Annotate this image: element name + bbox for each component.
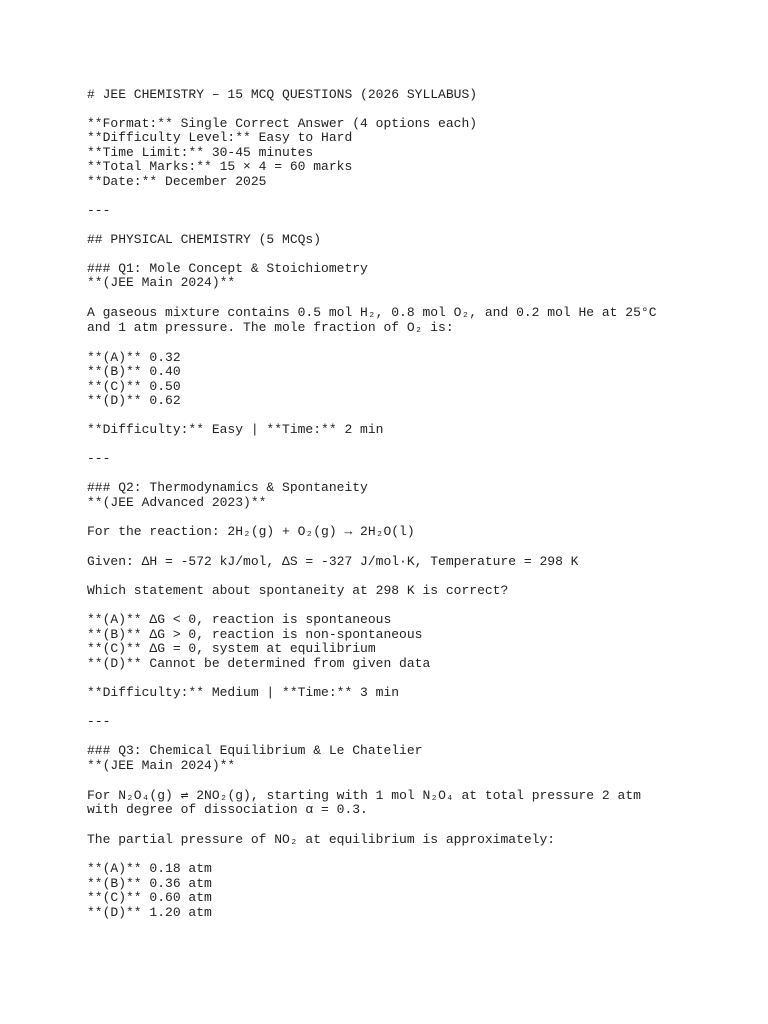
separator: --- <box>87 714 111 729</box>
q3-source: **(JEE Main 2024)** <box>87 758 236 773</box>
q1-source: **(JEE Main 2024)** <box>87 275 236 290</box>
q2-option-b: **(B)** ΔG > 0, reaction is non-spontaneous <box>87 627 423 642</box>
q1-option-d: **(D)** 0.62 <box>87 393 181 408</box>
q2-option-d: **(D)** Cannot be determined from given data <box>87 656 431 671</box>
q2-source: **(JEE Advanced 2023)** <box>87 495 267 510</box>
meta-time-limit: **Time Limit:** 30-45 minutes <box>87 145 314 160</box>
q1-option-c: **(C)** 0.50 <box>87 379 181 394</box>
q2-question: Which statement about spontaneity at 298 K is correct? <box>87 583 509 598</box>
q2-option-a: **(A)** ΔG < 0, reaction is spontaneous <box>87 612 392 627</box>
q1-footer: **Difficulty:** Easy | **Time:** 2 min <box>87 422 384 437</box>
q3-stem-line-2: with degree of dissociation α = 0.3. <box>87 802 368 817</box>
q3-option-b: **(B)** 0.36 atm <box>87 876 212 891</box>
q2-footer: **Difficulty:** Medium | **Time:** 3 min <box>87 685 400 700</box>
q3-heading: ### Q3: Chemical Equilibrium & Le Chatelier <box>87 743 423 758</box>
document-title: # JEE CHEMISTRY – 15 MCQ QUESTIONS (2026 SYLLABUS) <box>87 87 478 102</box>
meta-format: **Format:** Single Correct Answer (4 options each) <box>87 116 478 131</box>
q2-reaction: For the reaction: 2H₂(g) + O₂(g) → 2H₂O(l) <box>87 524 415 539</box>
separator: --- <box>87 203 111 218</box>
q2-option-c: **(C)** ΔG = 0, system at equilibrium <box>87 641 376 656</box>
meta-date: **Date:** December 2025 <box>87 174 267 189</box>
q3-option-d: **(D)** 1.20 atm <box>87 905 212 920</box>
q1-stem-line-2: and 1 atm pressure. The mole fraction of O₂ is: <box>87 320 454 335</box>
q3-option-c: **(C)** 0.60 atm <box>87 890 212 905</box>
q2-given: Given: ΔH = -572 kJ/mol, ΔS = -327 J/mol·K, Temperature = 298 K <box>87 554 579 569</box>
q3-stem-line-1: For N₂O₄(g) ⇌ 2NO₂(g), starting with 1 mol N₂O₄ at total pressure 2 atm <box>87 788 641 803</box>
separator: --- <box>87 451 111 466</box>
section-heading: ## PHYSICAL CHEMISTRY (5 MCQs) <box>87 232 322 247</box>
meta-difficulty: **Difficulty Level:** Easy to Hard <box>87 130 353 145</box>
q1-heading: ### Q1: Mole Concept & Stoichiometry <box>87 261 368 276</box>
q1-option-a: **(A)** 0.32 <box>87 350 181 365</box>
q3-option-a: **(A)** 0.18 atm <box>87 861 212 876</box>
q2-heading: ### Q2: Thermodynamics & Spontaneity <box>87 480 368 495</box>
q1-stem-line-1: A gaseous mixture contains 0.5 mol H₂, 0.8 mol O₂, and 0.2 mol He at 25°C <box>87 305 657 320</box>
q3-question: The partial pressure of NO₂ at equilibrium is approximately: <box>87 832 556 847</box>
meta-total-marks: **Total Marks:** 15 × 4 = 60 marks <box>87 159 353 174</box>
q1-option-b: **(B)** 0.40 <box>87 364 181 379</box>
